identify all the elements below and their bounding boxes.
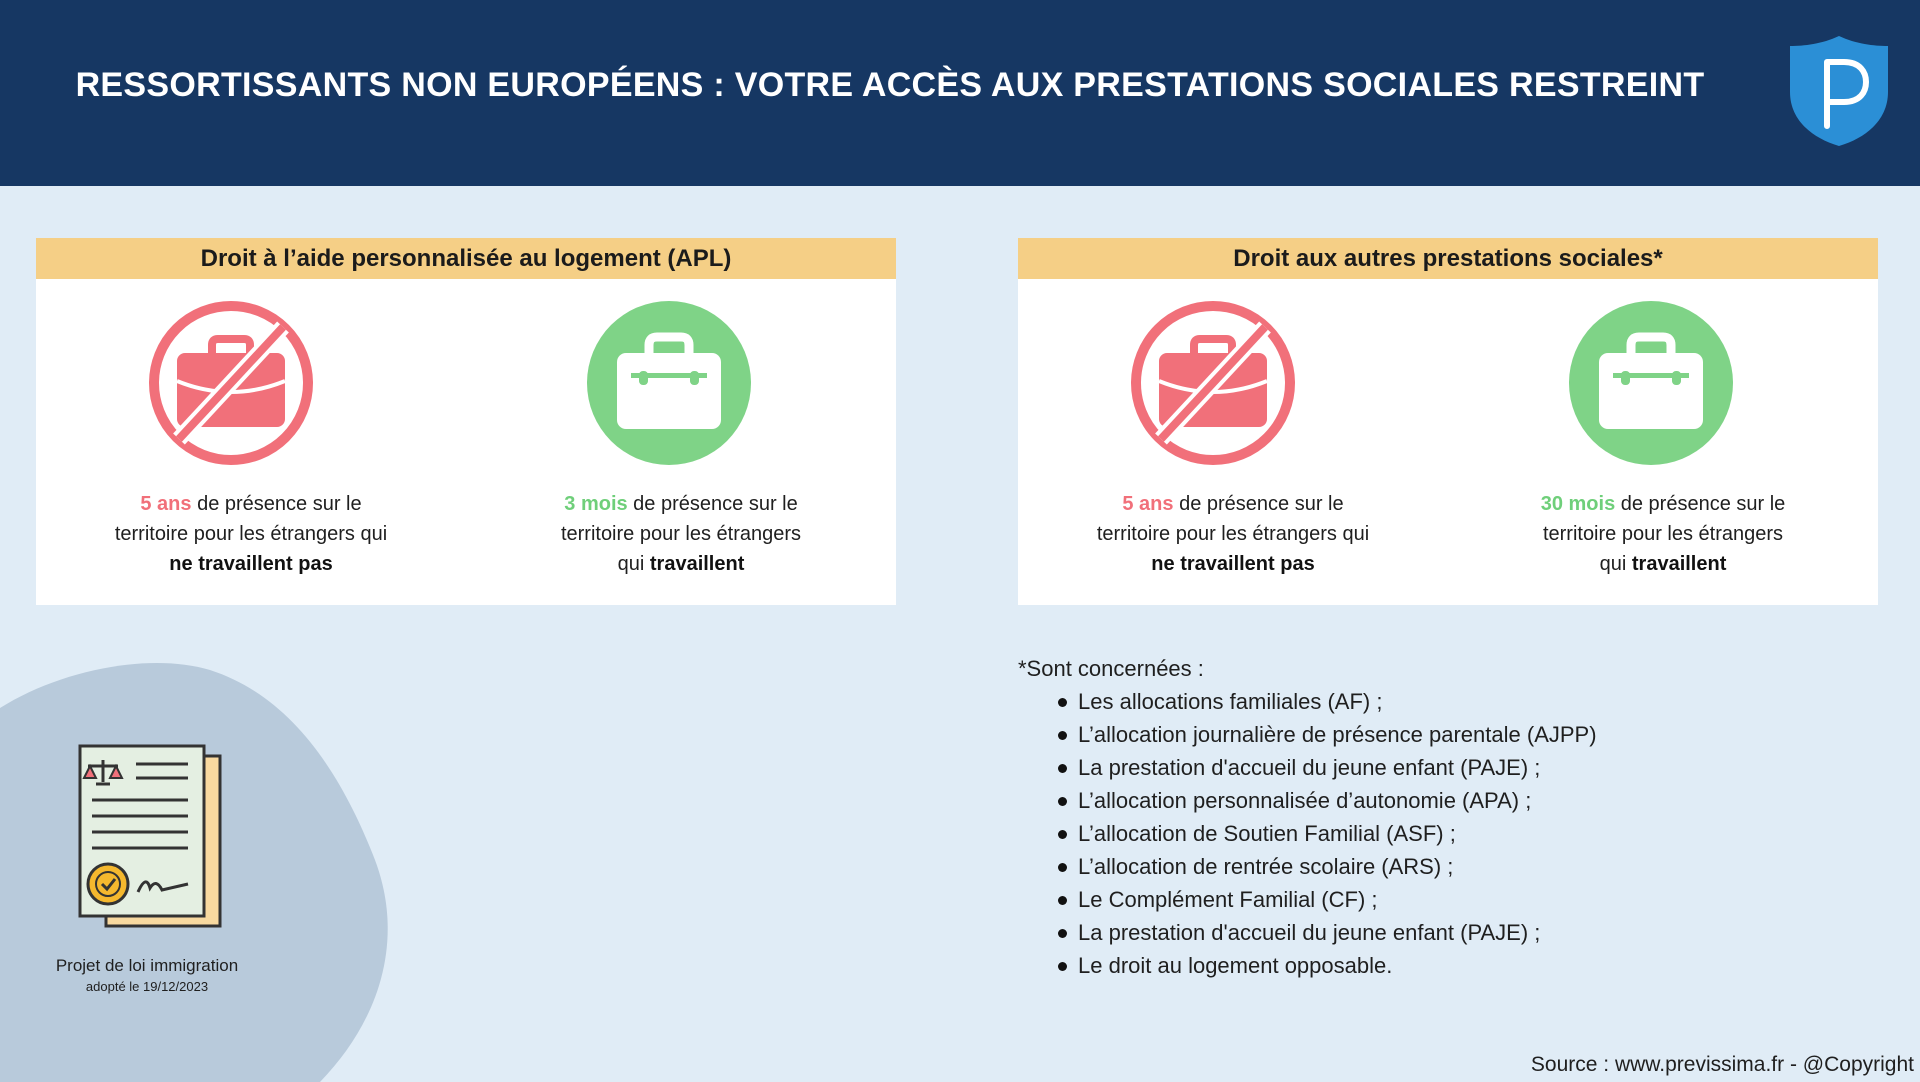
list-item: L’allocation de rentrée scolaire (ARS) ; [1038,850,1818,883]
law-caption-date: adopté le 19/12/2023 [85,979,209,994]
page-title: RESSORTISSANTS NON EUROPÉENS : VOTRE ACCÈS AUX PRESTATIONS SOCIALES RESTREINT [75,66,1705,104]
benefits-list [1038,685,1818,982]
apl-card [36,238,896,605]
list-item: Le droit au logement opposable. [1038,949,1818,982]
previssima-logo-icon [1786,32,1892,148]
apl-card-title: Droit à l’aide personnalisée au logement (APL) [36,238,896,279]
briefcase-icon [1569,301,1733,465]
list-item: La prestation d'accueil du jeune enfant (PAJE) ; [1038,916,1818,949]
other-allowed-condition: travaillent [1631,553,1727,575]
briefcase-icon [587,301,751,465]
other-benefits-card [1018,238,1878,605]
apl-allowed-column: 3 mois de présence sur le territoire pour les étrangers qui travaillent [466,301,896,579]
no-briefcase-icon [149,301,313,465]
other-blocked-column: 5 ans de présence sur le territoire pour les étrangers qui ne travaillent pas [1018,301,1448,579]
other-benefits-card-title: Droit aux autres prestations sociales* [1018,238,1878,279]
list-item: La prestation d'accueil du jeune enfant (PAJE) ; [1038,751,1818,784]
apl-blocked-condition: ne travaillent pas [169,553,333,575]
header-banner [0,0,1920,186]
list-item: L’allocation journalière de présence parentale (AJPP) [1038,718,1818,751]
list-item: L’allocation de Soutien Familial (ASF) ; [1038,817,1818,850]
apl-blocked-duration: 5 ans [140,493,192,515]
no-briefcase-icon [1131,301,1295,465]
apl-allowed-condition: travaillent [649,553,745,575]
list-item: L’allocation personnalisée d’autonomie (APA) ; [1038,784,1818,817]
legal-document-icon [76,744,224,930]
apl-blocked-column: 5 ans de présence sur le territoire pour les étrangers qui ne travaillent pas [36,301,466,579]
list-item: Le Complément Familial (CF) ; [1038,883,1818,916]
law-caption [30,955,264,997]
other-blocked-duration: 5 ans [1122,493,1174,515]
other-blocked-condition: ne travaillent pas [1151,553,1315,575]
benefits-notes [1018,652,1818,982]
source-credit: Source : www.previssima.fr - @Copyright [1530,1053,1914,1076]
other-allowed-column: 30 mois de présence sur le territoire pour les étrangers qui travaillent [1448,301,1878,579]
other-allowed-duration: 30 mois [1540,493,1616,515]
law-caption-title: Projet de loi immigration [55,956,239,975]
notes-title: *Sont concernées : [1018,656,1204,681]
apl-allowed-duration: 3 mois [564,493,628,515]
list-item: Les allocations familiales (AF) ; [1038,685,1818,718]
